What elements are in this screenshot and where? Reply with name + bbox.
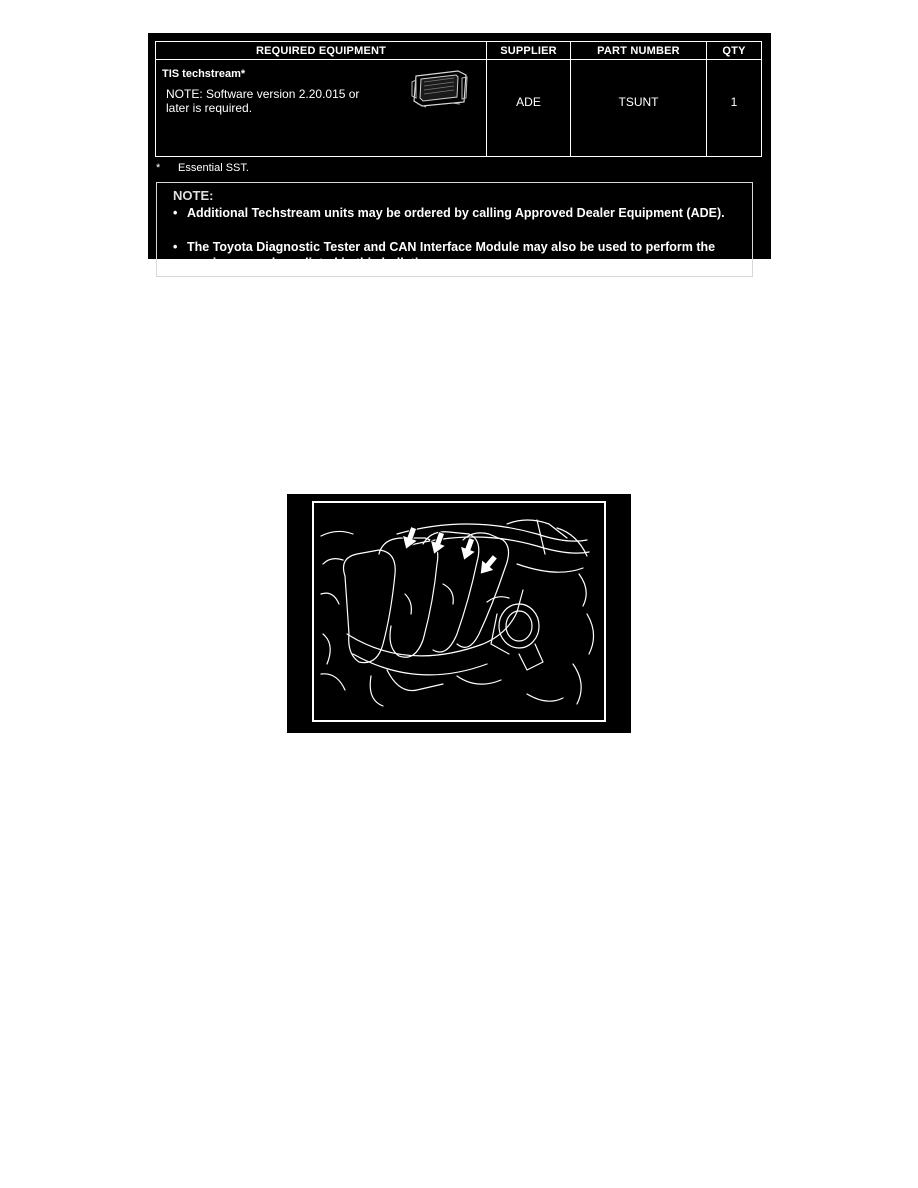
part-number-cell <box>571 60 707 157</box>
header-supplier: SUPPLIER <box>487 42 571 60</box>
header-qty: QTY <box>707 42 762 60</box>
footnote-text: Essential SST. <box>178 162 249 174</box>
note-item-text: The Toyota Diagnostic Tester and CAN Interface Module may also be used to perform the service procedures listed in this bulletin. <box>187 240 716 270</box>
note-item-text: Additional Techstream units may be ordered by calling Approved Dealer Equipment (ADE). <box>187 206 725 220</box>
equipment-item-note: NOTE: Software version 2.20.015 or later is required. <box>166 87 360 115</box>
footnote-marker: * <box>156 162 161 174</box>
table-row <box>156 60 762 157</box>
note-title: NOTE: <box>173 188 214 203</box>
intake-manifold-illustration <box>287 494 631 733</box>
header-required-equipment: REQUIRED EQUIPMENT <box>156 42 487 60</box>
note-item <box>173 205 733 221</box>
equipment-item-name: TIS techstream* <box>162 68 246 80</box>
bullet-icon: • <box>173 240 178 254</box>
header-part-number: PART NUMBER <box>571 42 707 60</box>
note-box <box>156 182 753 277</box>
required-equipment-table <box>155 41 762 157</box>
qty-value: 1 <box>730 95 738 109</box>
equipment-item-cell <box>156 60 487 157</box>
part-number-value: TSUNT <box>618 95 659 109</box>
required-equipment-panel <box>148 33 771 270</box>
diagnostic-tablet-icon <box>408 68 470 111</box>
footnote <box>156 162 249 174</box>
intake-manifold-figure <box>287 494 631 733</box>
note-item <box>173 239 733 271</box>
qty-cell <box>707 60 762 157</box>
supplier-value: ADE <box>516 95 541 109</box>
bullet-icon: • <box>173 206 178 220</box>
table-header-row <box>156 42 762 60</box>
supplier-cell <box>487 60 571 157</box>
